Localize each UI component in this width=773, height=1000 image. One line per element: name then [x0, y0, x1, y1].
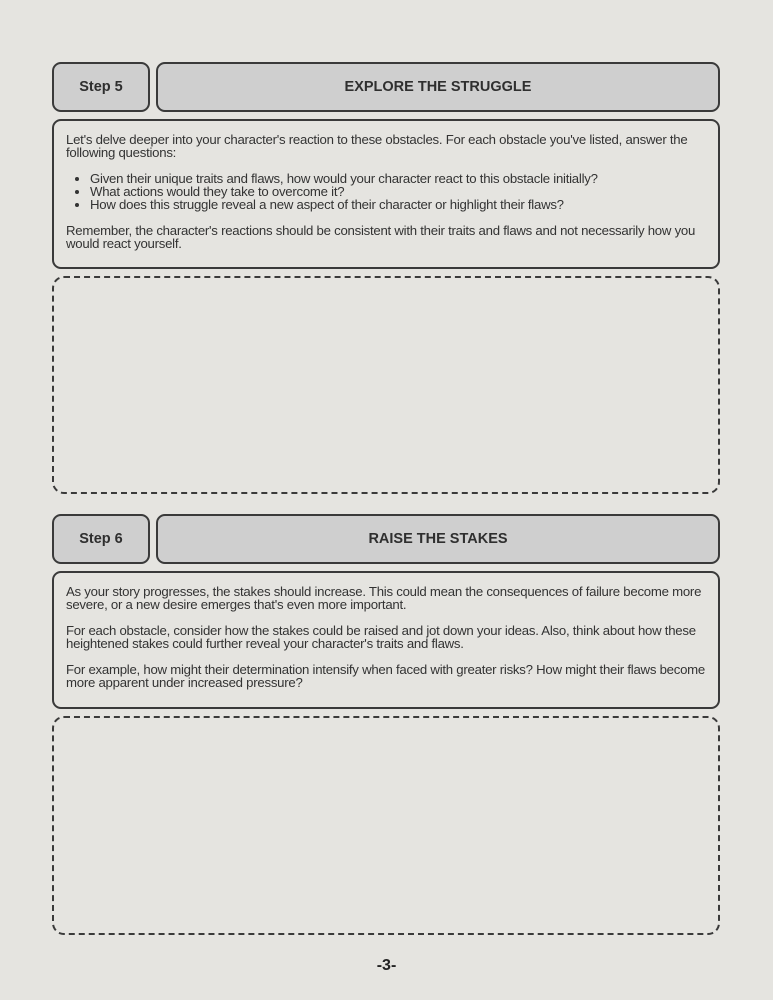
step-5-question-list: [66, 172, 706, 211]
step-5-question: • How does this struggle reveal a new aspect of their character or highlight their flaws?: [90, 198, 706, 211]
step-5-question: • Given their unique traits and flaws, how would your character react to this obstacle initially?: [90, 172, 706, 185]
step-5-question: • What actions would they take to overcome it?: [90, 185, 706, 198]
step-6-label: Step 6: [52, 514, 150, 564]
step-6-title: RAISE THE STAKES: [156, 514, 720, 564]
step-5-instructions: [52, 119, 720, 269]
step-6-instructions: [52, 571, 720, 709]
step-6-paragraph: As your story progresses, the stakes should increase. This could mean the consequences of failure become more severe, or a new desire emerges that's even more important.: [66, 584, 702, 612]
step-6-paragraph: For example, how might their determination intensify when faced with greater risks? How might their flaws become more apparent under increased pressure?: [66, 662, 705, 690]
step-5-intro: Let's delve deeper into your character's reaction to these obstacles. For each obstacle you've listed, answer the following questions:: [66, 132, 688, 160]
step-5-title: EXPLORE THE STRUGGLE: [156, 62, 720, 112]
step-5-label: Step 5: [52, 62, 150, 112]
step-5-answer-area[interactable]: [52, 276, 720, 494]
step-6-answer-area[interactable]: [52, 716, 720, 935]
step-5-outro: Remember, the character's reactions should be consistent with their traits and flaws and not necessarily how you would react yourself.: [66, 223, 696, 251]
step-6-paragraph: For each obstacle, consider how the stakes could be raised and jot down your ideas. Also, think about how these heightened stakes could further reveal your character's traits and flaws.: [66, 623, 696, 651]
page-number: -3-: [376, 957, 397, 974]
